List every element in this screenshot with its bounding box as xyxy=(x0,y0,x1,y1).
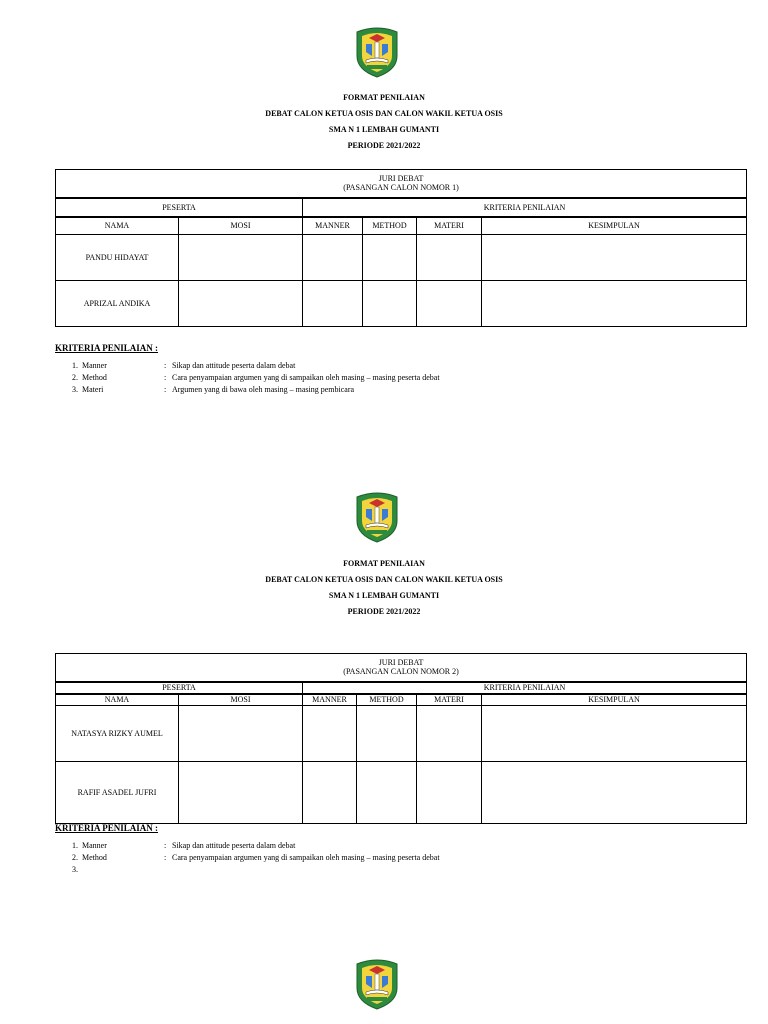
item-term: Method xyxy=(82,373,107,382)
school-crest-icon xyxy=(355,491,399,543)
kesimpulan-cell[interactable] xyxy=(482,235,747,281)
method-cell[interactable] xyxy=(363,281,417,327)
item-colon: : xyxy=(164,373,167,382)
school-name: SMA N 1 LEMBAH GUMANTI xyxy=(328,125,440,134)
table-row xyxy=(56,762,747,824)
item-colon: : xyxy=(164,853,167,862)
item-number: 3. xyxy=(72,385,78,394)
group-peserta: PESERTA xyxy=(56,682,303,694)
form-title: FORMAT PENILAIAN xyxy=(343,93,425,102)
kesimpulan-cell[interactable] xyxy=(482,281,747,327)
col-mosi: MOSI xyxy=(179,217,303,235)
item-description: Cara penyampaian argumen yang di sampaikan oleh masing – masing peserta debat xyxy=(172,853,440,862)
item-description: Sikap dan attitude peserta dalam debat xyxy=(172,361,296,370)
table-row xyxy=(56,706,747,762)
table-row xyxy=(56,281,747,327)
item-term: Materi xyxy=(82,385,104,394)
school-name: SMA N 1 LEMBAH GUMANTI xyxy=(328,591,440,600)
col-kesimpulan: KESIMPULAN xyxy=(482,217,747,235)
school-crest-icon xyxy=(355,26,399,78)
score-table-2 xyxy=(55,653,747,824)
col-manner: MANNER xyxy=(303,694,357,706)
kesimpulan-cell[interactable] xyxy=(482,762,747,824)
school-logo-emblem xyxy=(355,491,399,543)
method-cell[interactable] xyxy=(357,762,417,824)
manner-cell[interactable] xyxy=(303,235,363,281)
method-cell[interactable] xyxy=(357,706,417,762)
header-section-2 xyxy=(0,556,768,620)
manner-cell[interactable] xyxy=(303,706,357,762)
debate-title: DEBAT CALON KETUA OSIS DAN CALON WAKIL KETUA OSIS xyxy=(265,575,503,584)
pair-number: (PASANGAN CALON NOMOR 1) xyxy=(343,183,459,193)
item-number: 1. xyxy=(72,361,78,370)
participant-name: NATASYA RIZKY AUMEL xyxy=(56,706,179,762)
participant-name: APRIZAL ANDIKA xyxy=(56,281,179,327)
kriteria-heading: KRITERIA PENILAIAN : xyxy=(55,343,159,353)
col-kesimpulan: KESIMPULAN xyxy=(482,694,747,706)
school-logo-emblem xyxy=(355,958,399,1010)
score-table-1 xyxy=(55,169,747,327)
item-description: Sikap dan attitude peserta dalam debat xyxy=(172,841,296,850)
materi-cell[interactable] xyxy=(417,706,482,762)
pair-number: (PASANGAN CALON NOMOR 2) xyxy=(343,667,459,677)
mosi-cell[interactable] xyxy=(179,235,303,281)
item-number: 2. xyxy=(72,853,78,862)
manner-cell[interactable] xyxy=(303,762,357,824)
materi-cell[interactable] xyxy=(417,281,482,327)
debate-title: DEBAT CALON KETUA OSIS DAN CALON WAKIL KETUA OSIS xyxy=(265,109,503,118)
item-term: Method xyxy=(82,853,107,862)
table-title-cell xyxy=(56,654,747,682)
period: PERIODE 2021/2022 xyxy=(347,607,421,616)
item-description: Cara penyampaian argumen yang di sampaikan oleh masing – masing peserta debat xyxy=(172,373,440,382)
participant-name: PANDU HIDAYAT xyxy=(56,235,179,281)
item-number: 1. xyxy=(72,841,78,850)
mosi-cell[interactable] xyxy=(179,706,303,762)
form-title: FORMAT PENILAIAN xyxy=(343,559,425,568)
item-description: Argumen yang di bawa oleh masing – masing pembicara xyxy=(172,385,355,394)
mosi-cell[interactable] xyxy=(179,762,303,824)
item-term: Manner xyxy=(82,361,107,370)
col-nama: NAMA xyxy=(56,217,179,235)
jury-title: JURI DEBAT xyxy=(378,174,424,184)
materi-cell[interactable] xyxy=(417,235,482,281)
col-materi: MATERI xyxy=(417,694,482,706)
item-term: Manner xyxy=(82,841,107,850)
school-logo-emblem xyxy=(355,26,399,78)
group-peserta: PESERTA xyxy=(56,198,303,217)
item-colon: : xyxy=(164,361,167,370)
mosi-cell[interactable] xyxy=(179,281,303,327)
col-mosi: MOSI xyxy=(179,694,303,706)
item-colon: : xyxy=(164,385,167,394)
table-row xyxy=(56,235,747,281)
group-kriteria: KRITERIA PENILAIAN xyxy=(303,198,747,217)
col-materi: MATERI xyxy=(417,217,482,235)
manner-cell[interactable] xyxy=(303,281,363,327)
header-section-1 xyxy=(0,90,768,154)
kriteria-heading: KRITERIA PENILAIAN : xyxy=(55,823,159,833)
group-kriteria: KRITERIA PENILAIAN xyxy=(303,682,747,694)
col-method: METHOD xyxy=(363,217,417,235)
col-nama: NAMA xyxy=(56,694,179,706)
item-number: 2. xyxy=(72,373,78,382)
item-number: 3. xyxy=(72,865,78,874)
method-cell[interactable] xyxy=(363,235,417,281)
col-method: METHOD xyxy=(357,694,417,706)
jury-title: JURI DEBAT xyxy=(378,658,424,668)
kesimpulan-cell[interactable] xyxy=(482,706,747,762)
item-colon: : xyxy=(164,841,167,850)
participant-name: RAFIF ASADEL JUFRI xyxy=(56,762,179,824)
period: PERIODE 2021/2022 xyxy=(347,141,421,150)
materi-cell[interactable] xyxy=(417,762,482,824)
table-title-cell xyxy=(56,170,747,198)
school-crest-icon xyxy=(355,958,399,1010)
col-manner: MANNER xyxy=(303,217,363,235)
